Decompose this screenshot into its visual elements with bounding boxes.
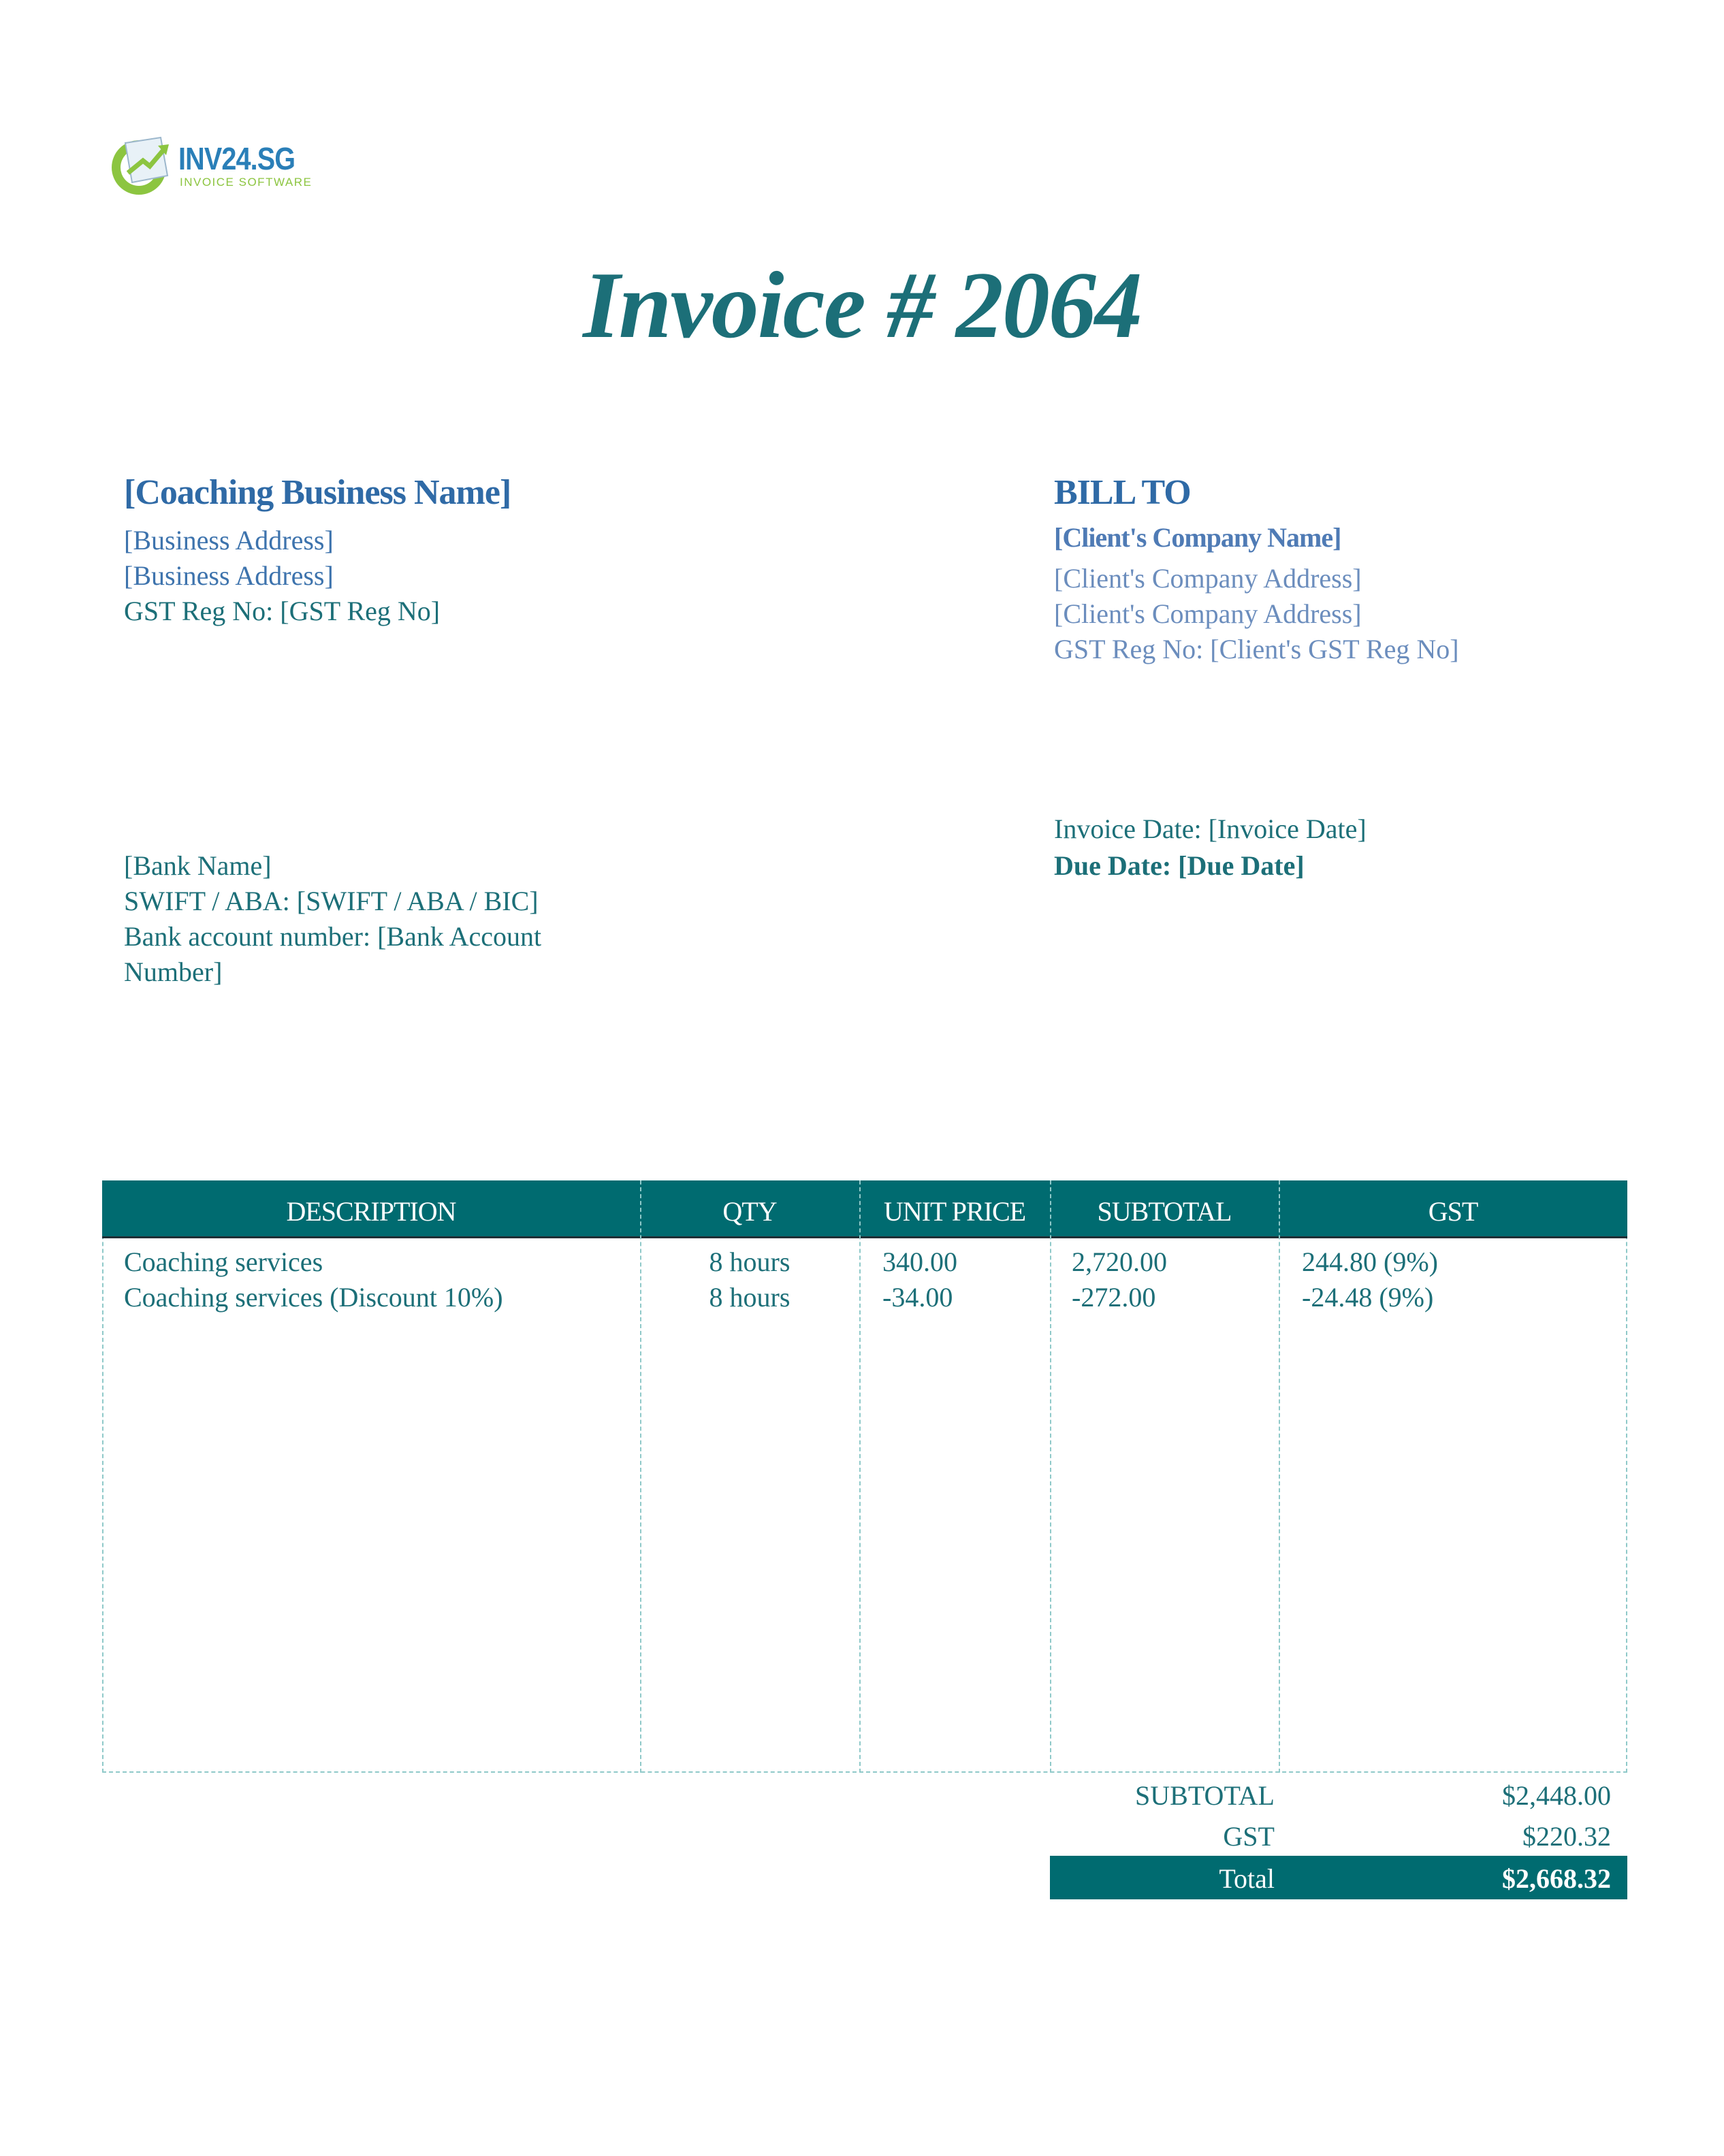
row-1-description: Coaching services	[124, 1246, 323, 1277]
business-gst: GST Reg No: [GST Reg No]	[124, 596, 441, 626]
business-address-1: [Business Address]	[124, 525, 334, 556]
invoice-title: Invoice # 2064	[583, 253, 1141, 358]
client-address-2: [Client's Company Address]	[1054, 598, 1362, 629]
row-1-unit-price: 340.00	[882, 1246, 957, 1277]
grand-total-value: $2,668.32	[1502, 1863, 1611, 1894]
header-unit-price: UNIT PRICE	[883, 1196, 1026, 1227]
header-subtotal: SUBTOTAL	[1097, 1196, 1232, 1227]
bank-name: [Bank Name]	[124, 850, 272, 881]
row-2-gst: -24.48 (9%)	[1302, 1282, 1434, 1313]
due-date: Due Date: [Due Date]	[1054, 850, 1305, 881]
invoice-date: Invoice Date: [Invoice Date]	[1054, 814, 1367, 844]
row-2-description: Coaching services (Discount 10%)	[124, 1282, 503, 1313]
gst-total-value: $220.32	[1522, 1821, 1611, 1852]
column-divider	[859, 1180, 861, 1773]
row-1-qty: 8 hours	[709, 1246, 791, 1277]
column-divider	[1279, 1180, 1280, 1773]
subtotal-value: $2,448.00	[1502, 1780, 1611, 1811]
client-gst: GST Reg No: [Client's GST Reg No]	[1054, 634, 1459, 664]
business-name: [Coaching Business Name]	[124, 473, 511, 512]
business-address-2: [Business Address]	[124, 560, 334, 591]
row-2-unit-price: -34.00	[882, 1282, 953, 1313]
bank-account-line-2: Number]	[124, 956, 223, 987]
bank-account-line-1: Bank account number: [Bank Account	[124, 921, 542, 952]
header-description: DESCRIPTION	[286, 1196, 456, 1227]
grand-total-label: Total	[1219, 1863, 1275, 1894]
row-2-subtotal: -272.00	[1072, 1282, 1156, 1313]
bank-swift: SWIFT / ABA: [SWIFT / ABA / BIC]	[124, 886, 539, 916]
table-header-divider	[102, 1236, 1627, 1238]
row-2-qty: 8 hours	[709, 1282, 791, 1313]
subtotal-label: SUBTOTAL	[1135, 1780, 1275, 1811]
gst-total-label: GST	[1223, 1821, 1275, 1852]
column-divider	[1050, 1180, 1051, 1773]
logo-tagline: INVOICE SOFTWARE	[180, 176, 313, 189]
bill-to-heading: BILL TO	[1054, 473, 1191, 512]
logo-wordmark: INV24.SG	[178, 141, 296, 176]
client-address-1: [Client's Company Address]	[1054, 563, 1362, 594]
client-company-name: [Client's Company Name]	[1054, 522, 1341, 553]
header-gst: GST	[1428, 1196, 1478, 1227]
row-1-gst: 244.80 (9%)	[1302, 1246, 1438, 1277]
row-1-subtotal: 2,720.00	[1072, 1246, 1167, 1277]
header-qty: QTY	[722, 1196, 777, 1227]
